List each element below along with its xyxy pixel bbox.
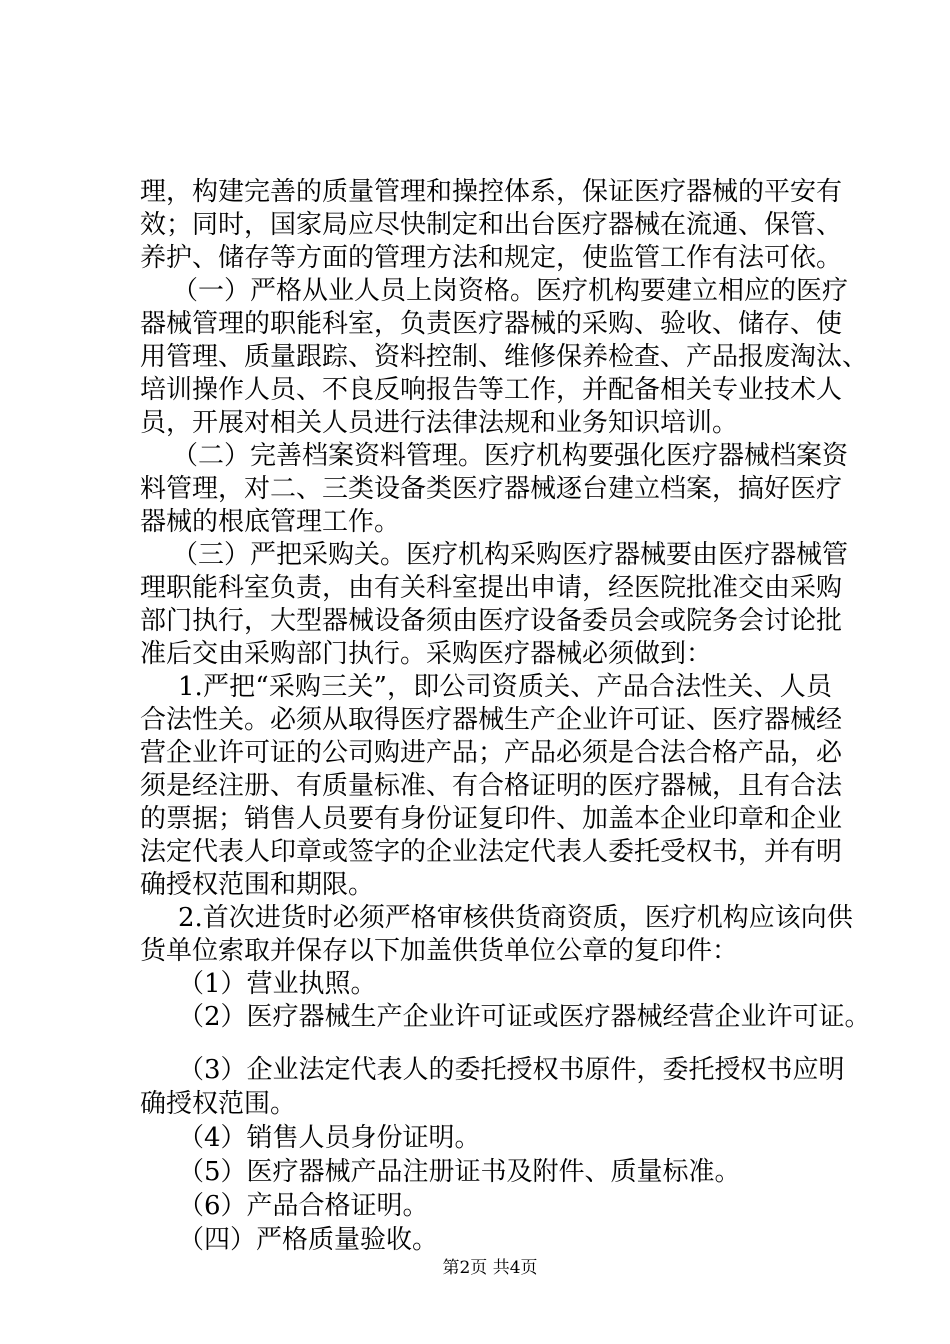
text-line: （2）医疗器械生产企业许可证或医疗器械经营企业许可证。 xyxy=(178,1002,871,1032)
text-line: （四）严格质量验收。 xyxy=(178,1225,439,1255)
text-line: 部门执行，大型器械设备须由医疗设备委员会或院务会讨论批 xyxy=(140,606,843,636)
text-line: 理职能科室负责，由有关科室提出申请，经医院批准交由采购 xyxy=(140,573,843,603)
page-footer: 第2页 共4页 xyxy=(442,1258,538,1278)
text-line: （3）企业法定代表人的委托授权书原件，委托授权书应明 xyxy=(178,1055,845,1085)
text-line: 法定代表人印章或签字的企业法定代表人委托受权书，并有明 xyxy=(140,837,843,867)
text-line: （三）严把采购关。医疗机构采购医疗器械要由医疗器械管 xyxy=(172,540,849,570)
text-line: 器械的根底管理工作。 xyxy=(140,507,401,537)
text-line: 效；同时，国家局应尽快制定和出台医疗器械在流通、保管、 xyxy=(140,210,843,240)
text-line: 的票据；销售人员要有身份证复印件、加盖本企业印章和企业 xyxy=(140,804,843,834)
text-line: （二）完善档案资料管理。医疗机构要强化医疗器械档案资 xyxy=(172,441,849,471)
text-line: 须是经注册、有质量标准、有合格证明的医疗器械，且有合法 xyxy=(140,771,843,801)
text-line: （6）产品合格证明。 xyxy=(178,1191,429,1221)
text-line: （一）严格从业人员上岗资格。医疗机构要建立相应的医疗 xyxy=(172,276,849,306)
text-line: 确授权范围和期限。 xyxy=(140,870,375,900)
text-line: 员，开展对相关人员进行法律法规和业务知识培训。 xyxy=(140,408,739,438)
text-line: 货单位索取并保存以下加盖供货单位公章的复印件： xyxy=(140,936,739,966)
text-line: 养护、储存等方面的管理方法和规定，使监管工作有法可依。 xyxy=(140,243,843,273)
text-line: 确授权范围。 xyxy=(140,1089,297,1119)
text-line: 准后交由采购部门执行。采购医疗器械必须做到： xyxy=(140,639,713,669)
text-line: 理，构建完善的质量管理和操控体系，保证医疗器械的平安有 xyxy=(140,177,843,207)
text-line: 2.首次进货时必须严格审核供货商资质，医疗机构应该向供 xyxy=(178,903,853,933)
text-line: （1）营业执照。 xyxy=(178,969,377,999)
text-line: （4）销售人员身份证明。 xyxy=(178,1123,481,1153)
text-line: 合法性关。必须从取得医疗器械生产企业许可证、医疗器械经 xyxy=(140,705,843,735)
text-line: 1.严把“采购三关”，即公司资质关、产品合法性关、人员 xyxy=(178,672,832,702)
text-line: （5）医疗器械产品注册证书及附件、质量标准。 xyxy=(178,1157,741,1187)
text-line: 用管理、质量跟踪、资料控制、维修保养检查、产品报废淘汰、 xyxy=(140,342,869,372)
text-line: 器械管理的职能科室，负责医疗器械的采购、验收、储存、使 xyxy=(140,309,843,339)
text-line: 料管理，对二、三类设备类医疗器械逐台建立档案，搞好医疗 xyxy=(140,474,843,504)
text-line: 培训操作人员、不良反响报告等工作，并配备相关专业技术人 xyxy=(140,375,843,405)
text-line: 营企业许可证的公司购进产品；产品必须是合法合格产品，必 xyxy=(140,738,843,768)
